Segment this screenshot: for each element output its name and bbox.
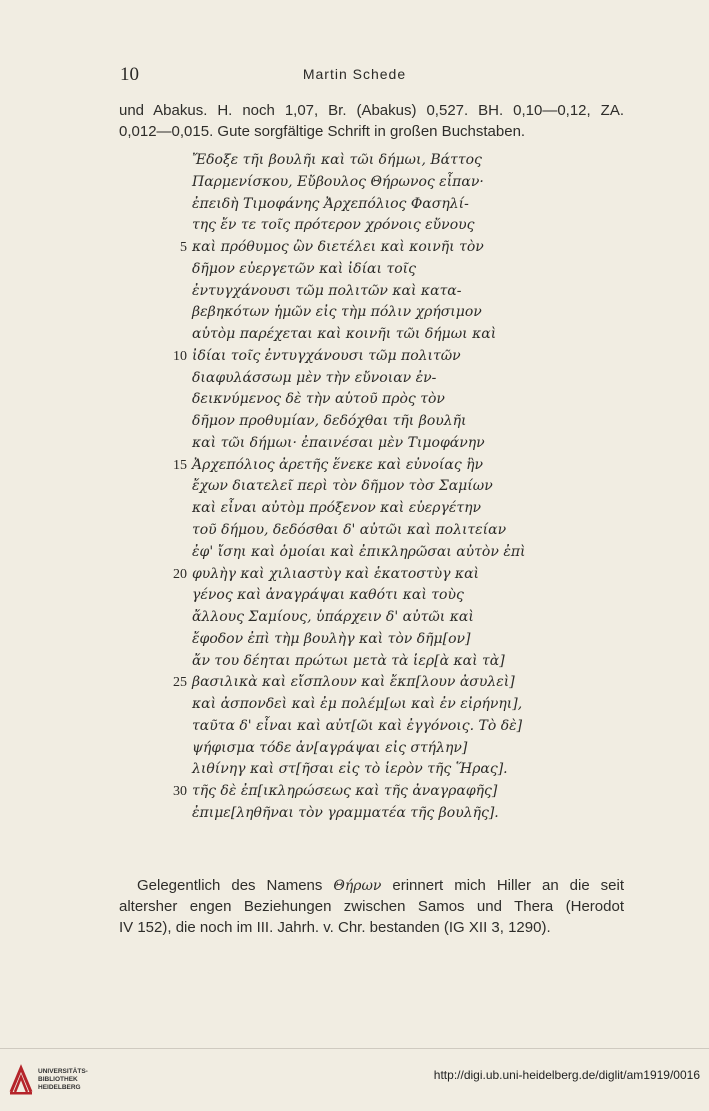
inscription-line [150, 564, 590, 586]
inscription-line [150, 476, 590, 498]
inscription-line [150, 629, 590, 651]
inscription-line-text: ἔχων διατελεῖ περὶ τὸν δῆμον τὸσ Σαμίων [192, 478, 493, 495]
inscription-line [150, 150, 590, 172]
inscription-line-text: ἄν του δέηται πρώτωι μετὰ τὰ ἱερ[ὰ καὶ τὰ] [192, 652, 505, 669]
intro-line-1: und Abakus. H. noch 1,07, Br. (Abakus) 0,527. BH. 0,10—0,12, ZA. [119, 102, 624, 119]
inscription-line-text: καὶ τῶι δήμωι· ἐπαινέσαι μὲν Τιμοφάνην [192, 434, 485, 451]
inscription-text [150, 150, 590, 825]
library-logo[interactable] [8, 1064, 88, 1096]
page-number: 10 [120, 64, 139, 85]
line-number: 20 [173, 566, 187, 582]
inscription-line [150, 346, 590, 368]
inscription-line [150, 237, 590, 259]
inscription-line-text: ταῦτα δ' εἶναι καὶ αὐτ[ῶι καὶ ἐγγόνοις. Τὸ δὲ] [192, 717, 523, 734]
inscription-line [150, 194, 590, 216]
inscription-line [150, 759, 590, 781]
inscription-line-text: τῆς δὲ ἐπ[ικληρώσεως καὶ τῆς ἀναγραφῆς] [192, 783, 498, 800]
inscription-line [150, 368, 590, 390]
inscription-line-text: καὶ εἶναι αὐτὸμ πρόξενον καὶ εὐεργέτην [192, 500, 482, 517]
footer-divider [0, 1048, 709, 1049]
inscription-line [150, 389, 590, 411]
inscription-line-text: ἔφοδον ἐπὶ τὴμ βουλὴγ καὶ τὸν δῆμ[ον] [192, 630, 471, 647]
inscription-line-text: διαφυλάσσωμ μὲν τὴν εὔνοιαν ἐν- [192, 369, 437, 386]
university-library-logo-icon [8, 1064, 34, 1096]
logo-line-2: BIBLIOTHEK [38, 1076, 78, 1083]
inscription-line-text: καὶ ἀσπονδεὶ καὶ ἐμ πολέμ[ωι καὶ ἐν εἰρήνηι], [192, 696, 523, 713]
inscription-line [150, 498, 590, 520]
inscription-line [150, 738, 590, 760]
inscription-line [150, 585, 590, 607]
inscription-line [150, 411, 590, 433]
inscription-line [150, 302, 590, 324]
inscription-line-text: ἰδίαι τοῖς ἐντυγχάνουσι τῶμ πολιτῶν [192, 347, 461, 364]
library-name [38, 1068, 88, 1092]
intro-paragraph [119, 100, 624, 142]
commentary-paragraph [119, 875, 624, 938]
inscription-line-text: φυλὴγ καὶ χιλιαστὺγ καὶ ἑκατοστὺγ καὶ [192, 565, 480, 582]
line-number: 15 [173, 457, 187, 473]
commentary-line-1 [119, 875, 624, 896]
inscription-line [150, 259, 590, 281]
inscription-line-text: αὑτὸμ παρέχεται καὶ κοινῆι τῶι δήμωι καὶ [192, 326, 497, 343]
inscription-line-text: γένος καὶ ἀναγράψαι καθότι καὶ τοὺς [192, 587, 464, 604]
inscription-line-text: Παρμενίσκου, Εὔβουλος Θήρωνος εἶπαν· [192, 173, 484, 190]
inscription-line-text: βεβηκότων ἡμῶν εἰς τὴμ πόλιν χρήσιμον [192, 304, 482, 321]
line-number: 10 [173, 348, 187, 364]
inscription-line [150, 281, 590, 303]
inscription-line-text: της ἔν τε τοῖς πρότερον χρόνοις εὔνους [192, 217, 475, 234]
inscription-line-text: δῆμον εὐεργετῶν καὶ ἰδίαι τοῖς [192, 260, 416, 277]
inscription-line-text: ἐντυγχάνουσι τῶμ πολιτῶν καὶ κατα- [192, 282, 462, 299]
running-title: Martin Schede [302, 66, 407, 82]
inscription-line-text: ἐφ' ἴσηι καὶ ὁμοίαι καὶ ἐπικληρῶσαι αὐτὸν ἐπὶ [192, 543, 526, 560]
inscription-line [150, 781, 590, 803]
inscription-line [150, 672, 590, 694]
inscription-line [150, 651, 590, 673]
inscription-line [150, 542, 590, 564]
inscription-line-text: δῆμον προθυμίαν, δεδόχθαι τῆι βουλῆι [192, 413, 467, 430]
line-number: 30 [173, 784, 187, 800]
inscription-line-text: τοῦ δήμου, δεδόσθαι δ' αὐτῶι καὶ πολιτείαν [192, 522, 507, 539]
inscription-line [150, 803, 590, 825]
source-url-link[interactable]: http://digi.ub.uni-heidelberg.de/diglit/am1919/0016 [433, 1068, 700, 1082]
logo-line-1: UNIVERSITÄTS- [38, 1068, 88, 1075]
inscription-line-text: ἐπιμε[ληθῆναι τὸν γραμματέα τῆς βουλῆς]. [192, 804, 499, 821]
inscription-line-text: δεικνύμενος δὲ τὴν αὑτοῦ πρὸς τὸν [192, 391, 445, 408]
inscription-line [150, 172, 590, 194]
inscription-line-text: Ἀρχεπόλιος ἀρετῆς ἕνεκε καὶ εὐνοίας ἣν [192, 456, 484, 473]
inscription-line [150, 607, 590, 629]
inscription-line-text: καὶ πρόθυμος ὢν διετέλει καὶ κοινῆι τὸν [192, 239, 484, 256]
inscription-line-text: ἐπειδὴ Τιμοφάνης Ἀρχεπόλιος Φασηλί- [192, 195, 469, 212]
logo-line-3: HEIDELBERG [38, 1084, 81, 1091]
commentary-line-2: altersher engen Beziehungen zwischen Samos und Thera (Herodot [119, 898, 624, 915]
inscription-line-text: ἄλλους Σαμίους, ὑπάρχειν δ' αὐτῶι καὶ [192, 609, 474, 626]
inscription-line [150, 433, 590, 455]
inscription-line [150, 716, 590, 738]
inscription-line [150, 455, 590, 477]
inscription-line [150, 215, 590, 237]
greek-name-theron: Θήρων [333, 878, 382, 894]
inscription-line [150, 324, 590, 346]
inscription-line-text: λιθίνηγ καὶ στ[ῆσαι εἰς τὸ ἱερὸν τῆς Ἥρας]. [192, 761, 508, 778]
intro-line-2: 0,012—0,015. Gute sorgfältige Schrift in großen Buchstaben. [119, 123, 526, 140]
inscription-line-text: βασιλικὰ καὶ εἴσπλουν καὶ ἔκπ[λουν ἀσυλεὶ] [192, 674, 515, 691]
inscription-line-text: ψήφισμα τόδε ἀν[αγράψαι εἰς στήλην] [192, 739, 468, 756]
inscription-line-text: Ἔδοξε τῆι βουλῆι καὶ τῶι δήμωι, Βάττος [192, 152, 482, 168]
line-number: 25 [173, 675, 187, 691]
commentary-line-1-end: erinnert mich Hiller an die seit [381, 877, 624, 894]
commentary-line-3: IV 152), die noch im III. Jahrh. v. Chr. bestanden (IG XII 3, 1290). [119, 919, 551, 936]
inscription-line [150, 694, 590, 716]
commentary-line-1-start: Gelegentlich des Namens [137, 877, 334, 894]
line-number: 5 [180, 240, 187, 256]
inscription-line [150, 520, 590, 542]
